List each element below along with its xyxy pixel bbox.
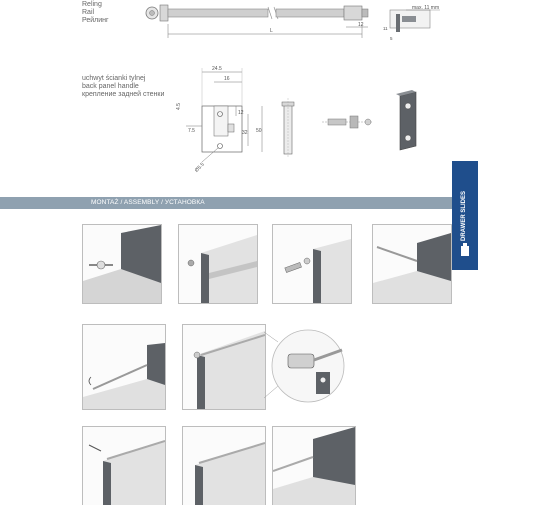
- handle-label-en: back panel handle: [82, 83, 139, 90]
- handle-3d-plate: [400, 92, 416, 150]
- assembly-step-5: [82, 324, 166, 410]
- detail-clip: [288, 354, 314, 368]
- step-3-front-panel: [313, 249, 321, 303]
- rail-dim-length: L: [270, 28, 273, 34]
- detail-handle: [316, 372, 330, 394]
- rail-dim-12: 12: [358, 22, 364, 28]
- step-6-side-wall: [197, 331, 265, 409]
- handle-screw-nut: [350, 116, 358, 128]
- rail-profile-clip: [402, 16, 416, 22]
- assembly-step-9: [272, 426, 356, 505]
- step-3-bolt: [285, 262, 302, 272]
- assembly-header-bar: [0, 197, 452, 209]
- detail-leader-top: [264, 332, 278, 342]
- step-3-illustration: [273, 225, 351, 303]
- step-2-screw: [188, 260, 194, 266]
- rail-dim-max: max. 11 mm: [412, 5, 440, 11]
- step-8-front-panel: [195, 465, 203, 505]
- rail-drawing: [140, 0, 450, 48]
- step-7-screw: [89, 445, 101, 451]
- rail-tube-left: [168, 9, 268, 17]
- handle-label-ru: крепление задней стенки: [82, 91, 165, 98]
- rail-profile-panel: [396, 14, 400, 32]
- handle-dim-mid-a: 12: [238, 110, 244, 116]
- assembly-step-3: [272, 224, 352, 304]
- handle-dim-top-b: 16: [224, 76, 230, 82]
- assembly-step-1: [82, 224, 162, 304]
- handle-dim-left-a: 4.5: [176, 103, 182, 110]
- step-5-side: [83, 379, 165, 409]
- handle-dim-right: 50: [256, 128, 262, 134]
- rail-bracket-left: [160, 5, 168, 21]
- rail-end-tip: [362, 9, 368, 17]
- drawer-slide-icon-top: [463, 243, 467, 247]
- step-2-front-panel: [201, 253, 209, 303]
- detail-handle-hole: [321, 378, 326, 383]
- assembly-step-2: [178, 224, 258, 304]
- step-9-illustration: [273, 427, 355, 505]
- detail-leader-bottom: [264, 386, 278, 398]
- handle-dim-mid-b: 32: [242, 130, 248, 136]
- rail-dim-5: 5: [390, 36, 393, 41]
- step-8-illustration: [183, 427, 265, 505]
- step-9-rail: [273, 457, 313, 471]
- drawer-slides-tab: [452, 161, 478, 270]
- step-6-detail-zoom: [264, 324, 348, 408]
- assembly-step-7: [82, 426, 166, 505]
- step-4-rail: [377, 247, 417, 261]
- drawer-slide-icon: [460, 243, 470, 257]
- drawer-slide-icon-body: [461, 246, 469, 256]
- rail-end-fitting: [344, 6, 362, 20]
- step-4-illustration: [373, 225, 451, 303]
- step-8-side-wall: [195, 443, 265, 505]
- drawer-slides-label: DRAWER SLIDES: [461, 190, 467, 241]
- handle-3d-hole-bottom: [405, 135, 411, 141]
- rail-label-en: Rail: [82, 9, 95, 16]
- step-6-fitting: [194, 352, 200, 358]
- handle-label-pl: uchwyt ścianki tylnej: [82, 75, 146, 82]
- handle-plate-tab: [214, 106, 228, 136]
- handle-slot: [228, 124, 234, 132]
- handle-screw-washer: [365, 119, 371, 125]
- handle-3d-hole-top: [405, 103, 411, 109]
- step-5-arrow-icon: [89, 377, 91, 385]
- handle-dim-hole: Ø5.5: [193, 161, 206, 174]
- step-3-nut: [304, 258, 310, 264]
- step-1-illustration: [83, 225, 161, 303]
- assembly-title: MONTAŻ / ASSEMBLY / УСТАНОВКА: [91, 199, 205, 206]
- step-1-fitting: [97, 261, 105, 269]
- rail-end-cap-hole: [150, 11, 155, 16]
- rail-dim-11: 11: [383, 26, 388, 31]
- assembly-step-6: [182, 324, 266, 410]
- rail-label-pl: Reling: [82, 1, 102, 8]
- step-5-illustration: [83, 325, 165, 409]
- step-6-illustration: [183, 325, 265, 409]
- assembly-step-4: [372, 224, 452, 304]
- rail-tube-right: [276, 9, 344, 17]
- handle-drawing: [172, 58, 432, 176]
- step-2-illustration: [179, 225, 257, 303]
- step-6-front-panel: [197, 355, 205, 409]
- assembly-step-8: [182, 426, 266, 505]
- rail-label-ru: Рейлинг: [82, 17, 109, 24]
- handle-screw: [328, 119, 346, 125]
- step-7-illustration: [83, 427, 165, 505]
- handle-dim-left-b: 7.5: [188, 128, 195, 134]
- step-7-front-panel: [103, 461, 111, 505]
- handle-dim-top-a: 24.5: [212, 66, 222, 72]
